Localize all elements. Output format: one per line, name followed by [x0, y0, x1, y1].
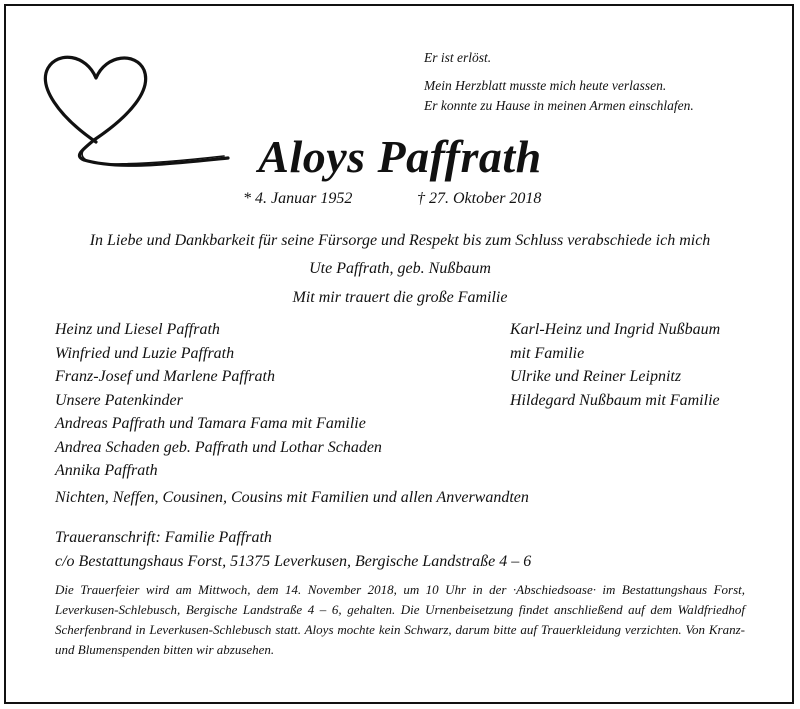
farewell-line: In Liebe und Dankbarkeit für seine Fürsorge und Respekt bis zum Schluss verabschiede ich mich [89, 232, 711, 249]
mourners-left [55, 318, 382, 483]
mourner-entry: Andreas Paffrath und Tamara Fama mit Familie [55, 415, 366, 432]
mourner-entry: Winfried und Luzie Paffrath [55, 344, 235, 362]
mourner-entry: Franz-Josef und Marlene Paffrath [55, 368, 275, 385]
address-line: c/o Bestattungshaus Forst, 51375 Leverkusen, Bergische Landstraße 4 – 6 [55, 553, 532, 570]
death-date: † 27. Oktober 2018 [417, 190, 542, 207]
mourner-entry: Heinz und Liesel Paffrath [55, 321, 220, 338]
birth-date: * 4. Januar 1952 [243, 190, 353, 207]
motto-line: Er konnte zu Hause in meinen Armen einschlafen. [424, 98, 694, 113]
mourner-entry: Annika Paffrath [55, 462, 158, 479]
motto [424, 48, 694, 116]
mourner-entry: Hildegard Nußbaum mit Familie [510, 391, 720, 409]
family-line: Mit mir trauert die große Familie [292, 289, 508, 306]
deceased-name: Aloys Paffrath [258, 131, 542, 182]
mourner-entry: Andrea Schaden geb. Paffrath und Lothar Schaden [55, 438, 382, 456]
address-line: Traueranschrift: Familie Paffrath [55, 529, 272, 546]
motto-line: Er ist erlöst. [424, 50, 492, 65]
mourner-entry: Karl-Heinz und Ingrid Nußbaum [510, 321, 721, 338]
mourner-entry: mit Familie [510, 344, 585, 362]
spouse-name: Ute Paffrath, geb. Nußbaum [309, 260, 491, 277]
ceremony-text: Die Trauerfeier wird am Mittwoch, dem 14. November 2018, um 10 Uhr in der ·Abschiedsoase· im Bestattungshaus Forst, Leverkusen-Schlebusch, Bergische Landstraße 4 – 6, gehalten. Die Urnenbeisetzung findet anschließend auf dem Waldfriedhof Scherfenbrand in Leverkusen-Schlebusch statt. Aloys mochte kein Schwarz, darum bitte auf Trauerkleidung verzichten. Von Kranz- und Blumenspenden bitten wir abzusehen. [55, 582, 745, 657]
mourners-right [510, 318, 720, 412]
motto-line: Mein Herzblatt musste mich heute verlassen. [424, 78, 667, 93]
mourner-entry: Ulrike und Reiner Leipnitz [510, 368, 682, 385]
mourner-entry: Unsere Patenkinder [55, 391, 183, 409]
relatives-line: Nichten, Neffen, Cousinen, Cousins mit Familien und allen Anverwandten [55, 489, 529, 506]
